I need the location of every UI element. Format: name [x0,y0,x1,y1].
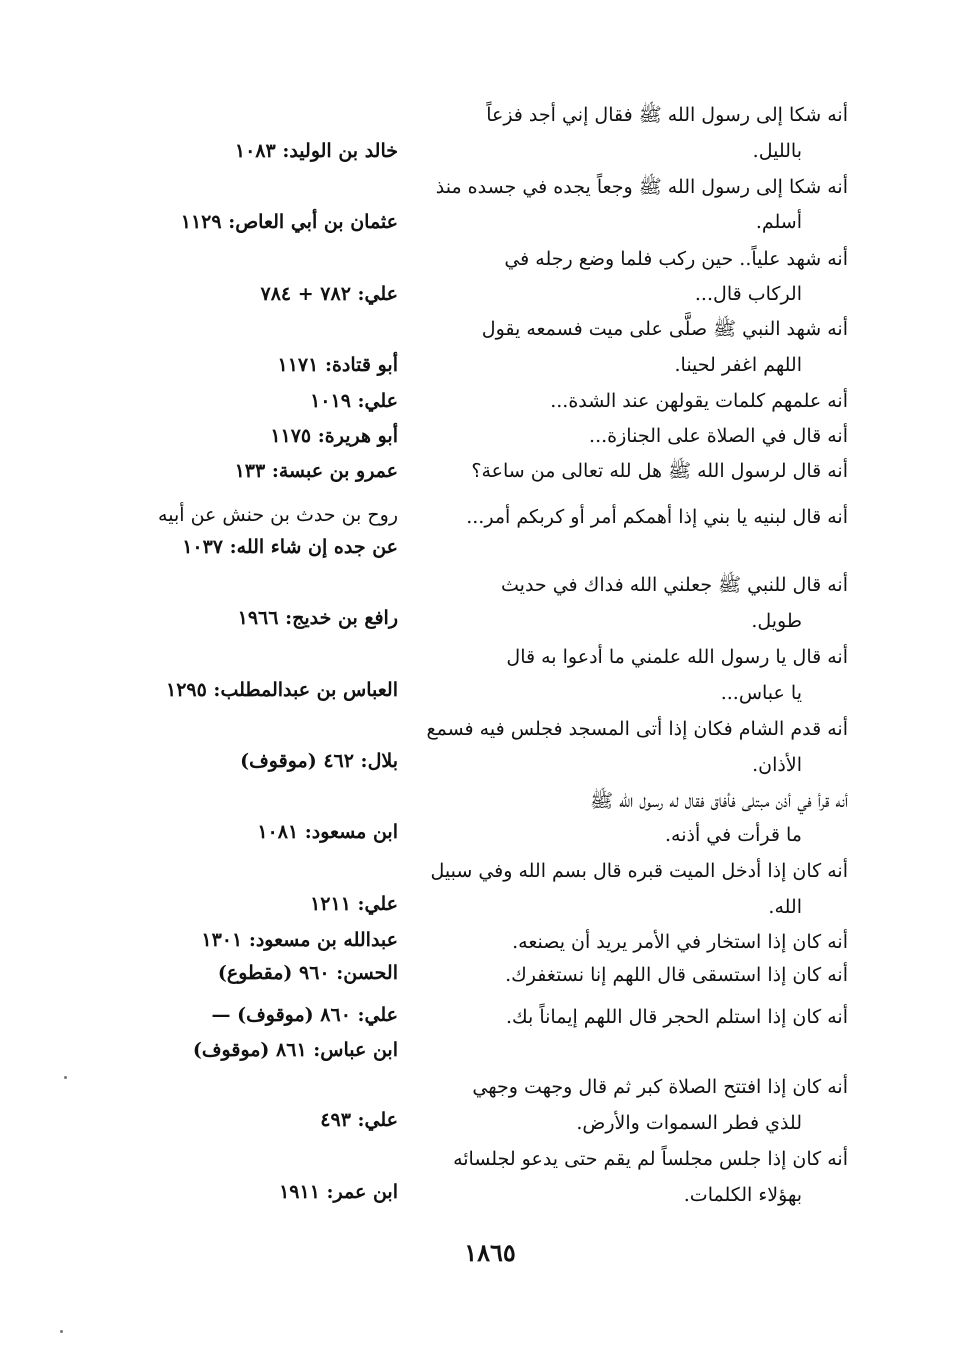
hadith-line: أنه شهد علياً.. حين ركب فلما وضع رجله في [504,248,848,270]
hadith-line-continuation: طويل. [751,610,802,632]
page-number: ١٨٦٥ [464,1238,516,1267]
narrator-reference: علي: ١٢١١ [310,893,398,915]
hadith-line: أنه قال لرسول الله ﷺ هل لله تعالى من ساعة؟ [471,460,848,482]
hadith-line-continuation: الله. [768,896,802,918]
hadith-line-continuation: بهؤلاء الكلمات. [683,1184,802,1206]
narrator-reference: علي: ٨٦٠ (موقوف) — [211,1004,398,1026]
hadith-line-continuation: اللهم اغفر لحينا. [674,354,802,376]
hadith-line: أنه كان إذا جلس مجلساً لم يقم حتى يدعو لجلسائه [453,1148,848,1170]
narrator-reference: العباس بن عبدالمطلب: ١٢٩٥ [165,679,398,701]
hadith-line: أنه قال للنبي ﷺ جعلني الله فداك في حديث [501,574,848,596]
hadith-line: أنه قال في الصلاة على الجنازة... [589,425,848,447]
scan-speck [64,1076,67,1079]
hadith-line-continuation: بالليل. [752,140,802,162]
narrator-reference: ابن مسعود: ١٠٨١ [257,821,398,843]
hadith-line: أنه علمهم كلمات يقولهن عند الشدة... [550,390,848,412]
narrator-reference: علي: ١٠١٩ [310,390,398,412]
hadith-line: أنه كان إذا افتتح الصلاة كبر ثم قال وجهت وجهي [472,1076,848,1098]
narrator-reference: علي: ٧٨٢ + ٧٨٤ [260,283,398,305]
hadith-line: أنه كان إذا استلم الحجر قال اللهم إيماناً بك. [505,1006,848,1028]
narrator-reference: ابن عباس: ٨٦١ (موقوف) [192,1039,398,1061]
hadith-line-continuation: أسلم. [755,211,802,233]
narrator-reference: علي: ٤٩٣ [320,1109,398,1131]
hadith-line: أنه قال لبنيه يا بني إذا أهمكم أمر أو كربكم أمر... [466,506,848,528]
narrator-reference: رافع بن خديج: ١٩٦٦ [237,607,398,629]
hadith-line: أنه قال يا رسول الله علمني ما أدعوا به قال [506,646,848,668]
hadith-line: أنه شهد النبي ﷺ صلَّى على ميت فسمعه يقول [481,318,848,340]
narrator-reference: ابن عمر: ١٩١١ [279,1181,398,1203]
narrator-reference: بلال: ٤٦٢ (موقوف) [240,750,398,772]
narrator-reference: عمرو بن عبسة: ١٣٣ [234,460,398,482]
hadith-line-continuation: ما قرأت في أذنه. [665,824,802,846]
narrator-reference: عبدالله بن مسعود: ١٣٠١ [201,929,398,951]
narrator-reference: عثمان بن أبي العاص: ١١٢٩ [180,211,398,233]
hadith-line-continuation: للذي فطر السموات والأرض. [576,1112,802,1134]
narrator-reference: روح بن حدث بن حنش عن أبيه [158,504,398,526]
hadith-line: أنه قدم الشام فكان إذا أتى المسجد فجلس فيه فسمع [426,718,848,740]
scan-speck [60,1330,63,1333]
hadith-line: أنه قرأ في أذن مبتلى فأفاق فقال له رسول الله ﷺ [590,790,848,812]
narrator-reference: أبو هريرة: ١١٧٥ [270,425,398,447]
hadith-line: أنه كان إذا استسقى قال اللهم إنا نستغفرك. [505,964,848,986]
narrator-reference: أبو قتادة: ١١٧١ [277,354,398,376]
hadith-line: أنه شكا إلى رسول الله ﷺ وجعاً يجده في جسده منذ [435,176,848,198]
narrator-reference: خالد بن الوليد: ١٠٨٣ [234,140,398,162]
hadith-line: أنه شكا إلى رسول الله ﷺ فقال إني أجد فزعاً [486,104,848,126]
hadith-line-continuation: الركاب قال... [694,283,802,305]
hadith-line-continuation: يا عباس... [720,682,802,704]
narrator-reference-continuation: عن جده إن شاء الله: ١٠٣٧ [182,536,398,558]
hadith-line: أنه كان إذا استخار في الأمر يريد أن يصنعه. [512,931,848,953]
narrator-reference: الحسن: ٩٦٠ (مقطوع) [217,962,398,984]
hadith-line: أنه كان إذا أدخل الميت قبره قال بسم الله وفي سبيل [430,860,848,882]
hadith-line-continuation: الأذان. [752,754,802,776]
